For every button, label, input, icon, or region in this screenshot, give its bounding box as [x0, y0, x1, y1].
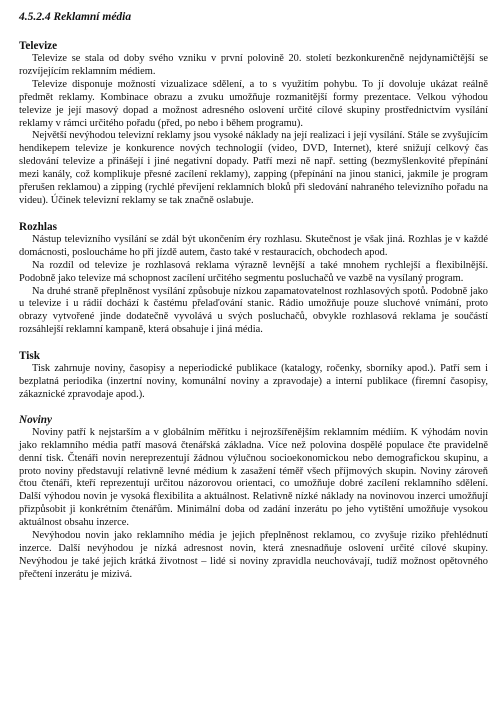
paragraph: Na rozdíl od televize je rozhlasová reklama výrazně levnější a také mnohem rychlejší a flexibilnější. Podobně jako televize má schopnost zacílení určitého segmentu posluchačů ve vazbě na vysílaný program.: [19, 259, 488, 284]
paragraph: Noviny patří k nejstarším a v globálním měřítku i nejrozšířenějším reklamním médiím. K výhodám novin jako reklamního média patří masová čtenářská základna. Více než polovina dospělé populace čte pravidelně denní tisk. Čtenáři novin nereprezentují žádnou výlučnou socioekonomickou nebo demografickou skupinu, a proto noviny představují relativně levné médium k zasažení téměř všech příjmových skupin. Noviny zároveň čtou čtenáři, kteří reprezentují určitou názorovou orientaci, co umožňuje dobré zacílení reklamního sdělení. Další výhodou novin je vysoká flexibilita a aktuálnost. Relativně nízké náklady na novinovou inzerci umožňují přizpůsobit ji konkrétním čtenářům. Minimální doba od zadání inzerátu po jeho vytištění umožňuje vysokou aktuálnost obsahu inzerce.: [19, 426, 488, 529]
paragraph: Na druhé straně přeplněnost vysílání způsobuje nízkou zapamatovatelnost rozhlasových spotů. Podobně jako u televize i u rádií dochází k častému přelaďování stanic. Rádio umožňuje pouze sluchové vnímání, proto obrazy vytvořené jinde dodatečně vyvolává u svých posluchačů, obvykle rozhlasová reklama je součástí rozsáhlejší reklamní kampaně, která obsahuje i jiná média.: [19, 285, 488, 336]
paragraph: Nevýhodou novin jako reklamního média je jejich přeplněnost reklamou, co zvyšuje riziko přehlédnutí inzerce. Další nevýhodou je nízká adresnost novin, která znesnadňuje oslovení určité cílové skupiny. Nevýhodou je také jejich krátká životnost – lidé si noviny zpravidla neuchovávají, tudíž možnost opětovného přečtení inzerátu je mizivá.: [19, 530, 488, 580]
paragraph: Největší nevýhodou televizní reklamy jsou vysoké náklady na její realizaci i její vysílání. Stále se zvyšujícím hendikepem televize je konkurence nových technologií (video, DVD, Internet), které snižují celkový čas sledování televize a přinášejí i jiné negativní dopady. Patří mezi ně např. setting (bezmyšlenkovité přepínání mezi kanály, což komplikuje přesné zacílení reklamy), zapping (přepínání na jinou stanici, jakmile je program přerušen reklamou) a zipping (rychlé převíjení reklamních bloků při sledování nahraného televizního pořadu na videu). Účinek televizní reklamy se tak značně oslabuje.: [19, 130, 488, 206]
section-title: Rozhlas: [19, 220, 57, 233]
section-rozhlas: [19, 221, 488, 337]
section-title: Televize: [19, 40, 58, 52]
chapter-title: 4.5.2.4 Reklamní média: [19, 11, 132, 23]
section-televize: [19, 40, 488, 208]
section-tisk: [19, 350, 488, 402]
paragraph: Nástup televizního vysílání se zdál být ukončením éry rozhlasu. Skutečnost je však jiná. Rozhlas je v každé domácnosti, posloucháme ho při jízdě autem, často také v restauracích, obchodech apod.: [19, 233, 488, 258]
paragraph: Televize se stala od doby svého vzniku v první polovině 20. století bezkonkurenčně nejdynamičtější se rozvíjejícím reklamním médiem.: [19, 53, 488, 77]
subsection-noviny: [19, 414, 488, 582]
subsection-title: Noviny: [19, 413, 52, 426]
paragraph: Tisk zahrnuje noviny, časopisy a neperiodické publikace (katalogy, ročenky, sborníky apod.). Patří sem i bezplatná periodika (inzertní noviny, komunální noviny a zpravodaje) a interní publikace (firemní časopisy, zákaznické zpravodaje apod.).: [19, 363, 488, 400]
paragraph: Televize disponuje možností vizualizace sdělení, a to s využitím pohybu. To jí dovoluje ukázat reálně předmět reklamy. Kombinace obrazu a zvuku umožňuje rozmanitější formy prezentace. Velkou výhodou televize je její masový dopad a možnost adresného oslovení určité cílové skupiny prostřednictvím vysílání reklamy v rámci určitého pořadu (před, po nebo i během programu).: [19, 78, 488, 129]
section-title: Tisk: [19, 350, 40, 363]
